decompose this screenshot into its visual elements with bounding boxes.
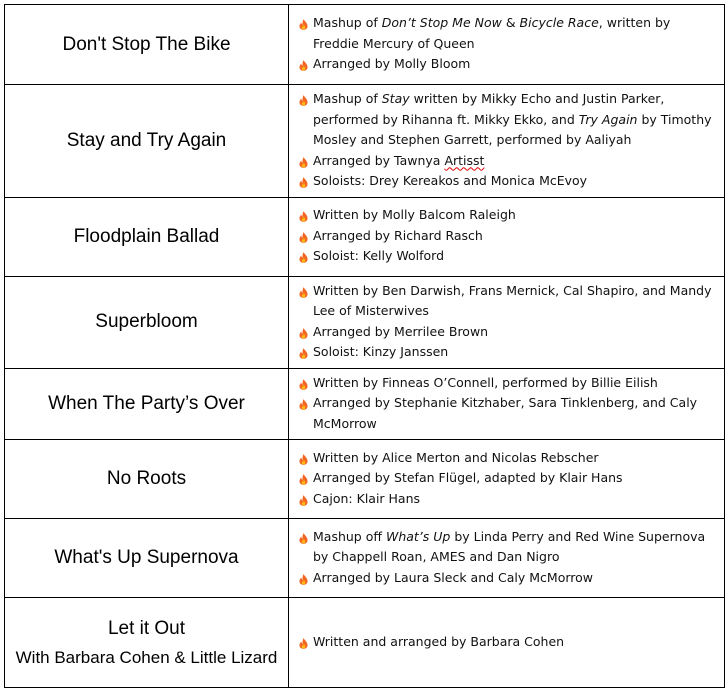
credit-text: Arranged by Merrilee Brown — [313, 323, 489, 339]
song-subtitle: With Barbara Cohen & Little Lizard — [15, 647, 278, 667]
song-details-cell — [289, 197, 725, 276]
song-name-text: What’s Up — [385, 528, 451, 544]
song-details-cell — [289, 440, 725, 519]
credit-text: Arranged by Stephanie Kitzhaber, Sara Tinklenberg, and Caly McMorrow — [313, 395, 698, 431]
flame-icon — [299, 157, 308, 168]
flame-icon — [299, 211, 308, 222]
song-title-cell — [5, 440, 289, 519]
song-details-cell — [289, 519, 725, 598]
credit-text: written by Mikky Echo and Justin Parker, performed by Rihanna ft. Mikky Ekko, and — [313, 91, 665, 127]
credit-item — [299, 568, 718, 589]
credits-list — [299, 527, 718, 589]
song-details-cell — [289, 598, 725, 688]
flame-icon — [299, 638, 308, 649]
song-title-cell — [5, 276, 289, 368]
flame-icon — [299, 495, 308, 506]
song-title-cell — [5, 197, 289, 276]
flame-icon — [299, 348, 308, 359]
table-row — [5, 197, 725, 276]
song-name-text: Bicycle Race — [519, 15, 599, 31]
credit-item — [299, 281, 718, 322]
flame-icon — [299, 232, 308, 243]
credit-text: Arranged by Richard Rasch — [313, 227, 483, 243]
song-name-text: Stay — [381, 91, 410, 106]
song-title: What's Up Supernova — [54, 547, 239, 568]
credit-text: Mashup off — [313, 528, 386, 544]
song-title-cell — [5, 85, 289, 198]
song-details-cell — [289, 5, 725, 85]
table-row — [5, 5, 725, 85]
credit-item — [299, 246, 718, 267]
table-row — [5, 368, 725, 440]
song-title: Let it Out — [107, 617, 186, 639]
song-title: Superbloom — [95, 311, 198, 332]
flame-icon — [299, 574, 308, 585]
credit-item — [299, 151, 718, 172]
credit-text: Arranged by Molly Bloom — [313, 56, 471, 72]
flame-icon — [299, 60, 308, 71]
flame-icon — [299, 252, 308, 263]
spellcheck-flagged-text: Artisst — [444, 152, 485, 168]
credit-text: Written and arranged by Barbara Cohen — [313, 633, 565, 649]
credit-item — [299, 54, 718, 75]
credits-list — [299, 448, 718, 510]
table-row — [5, 440, 725, 519]
credit-item — [299, 89, 718, 151]
credits-list — [299, 205, 718, 267]
credit-text: by Timothy Mosley and Stephen Garrett, performed by Aaliyah — [313, 111, 712, 147]
credit-text: Mashup of — [313, 15, 382, 31]
song-title: Floodplain Ballad — [73, 225, 220, 247]
song-name-text: Don’t Stop Me Now — [381, 15, 502, 31]
credits-list — [299, 632, 718, 653]
flame-icon — [299, 287, 308, 298]
song-title-cell — [5, 598, 289, 688]
table-row — [5, 519, 725, 598]
credit-text: Mashup of — [313, 91, 382, 106]
credits-list — [299, 13, 718, 75]
credit-text: Soloist: Kelly Wolford — [313, 248, 445, 264]
credit-text: & — [501, 15, 520, 31]
credit-text: Written by Ben Darwish, Frans Mernick, Cal Shapiro, and Mandy Lee of Misterwives — [313, 282, 712, 318]
song-title: Stay and Try Again — [66, 129, 227, 151]
credit-item — [299, 468, 718, 489]
credits-list — [299, 89, 718, 192]
credit-text: Cajon: Klair Hans — [313, 490, 421, 506]
credits-list — [299, 281, 718, 363]
song-title: When The Party’s Over — [48, 392, 245, 414]
table-row — [5, 598, 725, 688]
flame-icon — [299, 379, 308, 390]
credit-item — [299, 322, 718, 343]
credit-text: Written by Finneas O’Connell, performed by Billie Eilish — [313, 374, 658, 390]
flame-icon — [299, 533, 308, 544]
flame-icon — [299, 19, 308, 30]
credit-text: by Linda Perry and Red Wine Supernova by Chappell Roan, AMES and Dan Nigro — [313, 528, 706, 565]
song-name-text: Try Again — [578, 111, 638, 127]
credit-item — [299, 489, 718, 510]
song-title-cell — [5, 5, 289, 85]
table-row — [5, 85, 725, 198]
credit-item — [299, 226, 718, 247]
flame-icon — [299, 474, 308, 485]
flame-icon — [299, 95, 308, 106]
credit-text: Arranged by Stefan Flügel, adapted by Klair Hans — [313, 470, 623, 486]
credit-text: Soloists: Drey Kereakos and Monica McEvoy — [313, 173, 588, 188]
credit-text: Soloist: Kinzy Janssen — [313, 344, 449, 359]
credit-text: Arranged by Tawnya — [313, 152, 445, 168]
credit-text: Written by Alice Merton and Nicolas Rebscher — [313, 449, 599, 465]
song-title: Don't Stop The Bike — [62, 33, 231, 55]
flame-icon — [299, 454, 308, 465]
credit-text: Arranged by Laura Sleck and Caly McMorrow — [313, 569, 593, 585]
credit-text: Written by Molly Balcom Raleigh — [313, 207, 516, 223]
credit-item — [299, 13, 718, 54]
song-details-cell — [289, 85, 725, 198]
table-row — [5, 276, 725, 368]
credit-item — [299, 171, 718, 192]
song-title-cell — [5, 519, 289, 598]
program-table — [4, 4, 725, 688]
flame-icon — [299, 177, 308, 188]
song-title: No Roots — [106, 468, 187, 489]
flame-icon — [299, 328, 308, 339]
credit-item — [299, 632, 718, 653]
song-details-cell — [289, 368, 725, 440]
credit-text: , written by Freddie Mercury of Queen — [313, 15, 671, 51]
credit-item — [299, 393, 718, 434]
song-title-cell — [5, 368, 289, 440]
song-details-cell — [289, 276, 725, 368]
credit-item — [299, 527, 718, 568]
credits-list — [299, 373, 718, 435]
flame-icon — [299, 399, 308, 410]
credit-item — [299, 342, 718, 363]
credit-item — [299, 373, 718, 394]
credit-item — [299, 205, 718, 226]
credit-item — [299, 448, 718, 469]
